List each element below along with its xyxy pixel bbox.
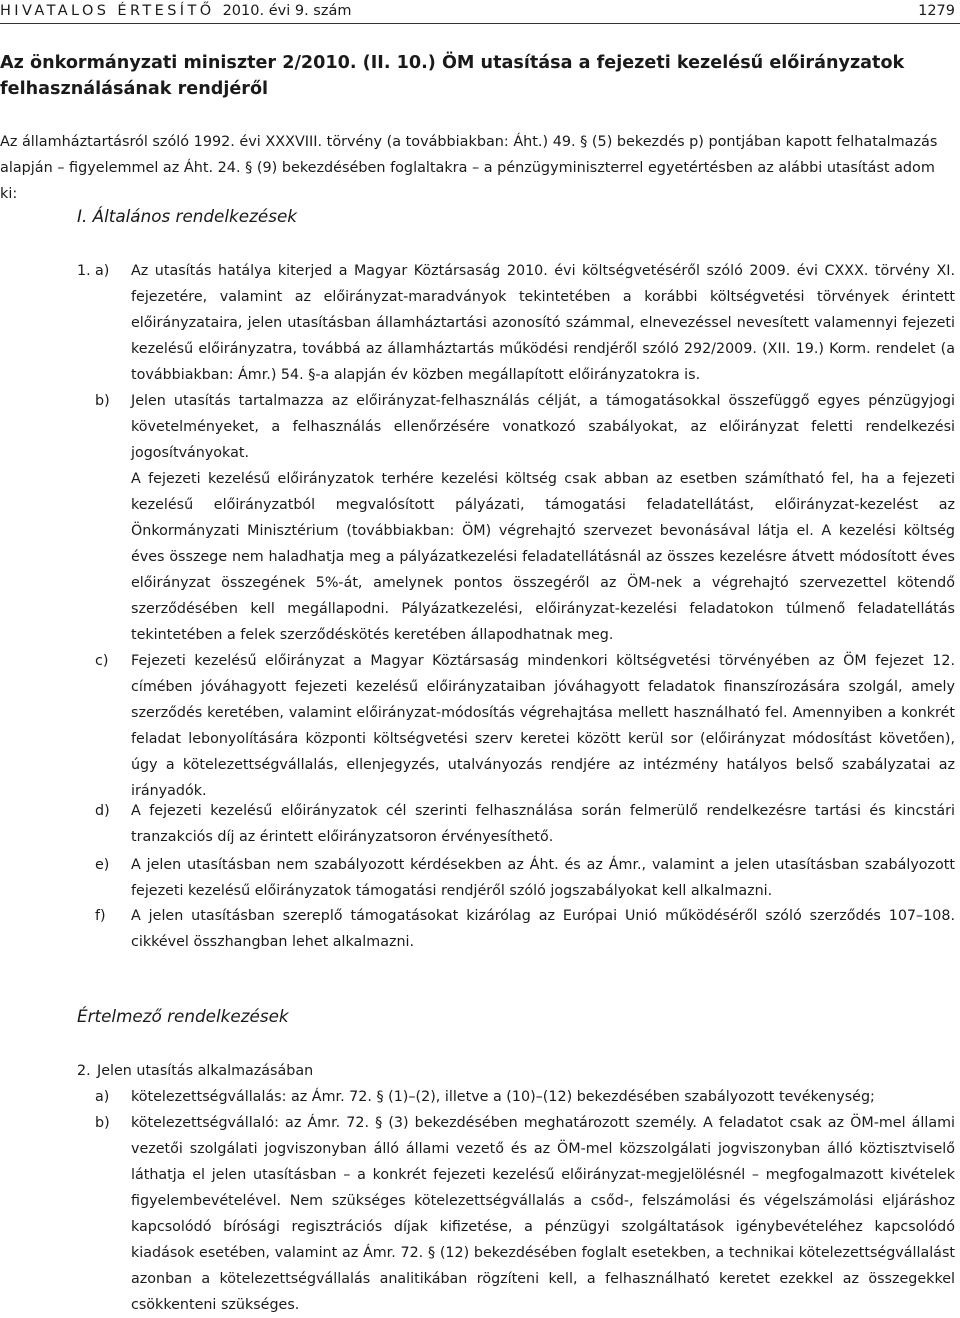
- item-label: a): [95, 263, 110, 279]
- item-text: Jelen utasítás tartalmazza az előirányzat-felhasználás célját, a támogatásokkal összefüggő egyes pénzügyjogi követelményeket, a felhasználás ellenőrzésére vonatkozó szabályokat, az előirányzat feletti rendelkezési jogosítványokat.: [131, 393, 955, 461]
- item-text: A jelen utasításban nem szabályozott kérdésekben az Áht. és az Ámr., valamint a jelen utasításban szabályozott fejezeti kezelésű előirányzatok támogatási rendjéről szóló jogszabályokat kell alkalmazni.: [131, 857, 955, 899]
- page-header: [0, 0, 960, 22]
- journal-name: HIVATALOS ÉRTESÍTŐ: [0, 3, 215, 19]
- section-heading-general: I. Általános rendelkezések: [77, 206, 298, 226]
- item-label: f): [95, 908, 106, 924]
- item-text: A fejezeti kezelésű előirányzatok terhére kezelési költség csak abban az esetben számítható fel, ha a fejezeti kezelésű előirányzatból megvalósított pályázati, támogatási feladatellátást, előirányzat-kezelést az Önkormányzati Minisztérium (továbbiakban: ÖM) végrehajtó szervezet bevonásával látja el. A kezelési költség éves összege nem haladhatja meg a pályázatkezelési feladatellátásnál az összes kezelésre átvett módosított éves előirányzat összegének 5%-át, amelynek pontos összegéről az ÖM-nek a végrehajtó szervezettel kötendő szerződésében kell megállapodni. Pályázatkezelési, előirányzat-kezelési feladatokon túlmenő feladatellátás tekintetében a felek szerződéskötés keretében állapodhatnak meg.: [131, 471, 955, 643]
- item-label: b): [95, 393, 110, 409]
- preamble: Az államháztartásról szóló 1992. évi XXXVIII. törvény (a továbbiakban: Áht.) 49. § (5) bekezdés p) pontjában kapott felhatalmazás alapján – figyelemmel az Áht. 24. § (9) bekezdésében foglaltakra – a pénzügyminiszterrel egyetértésben az alábbi utasítást adom ki:: [0, 134, 938, 202]
- item-text: kötelezettségvállalás: az Ámr. 72. § (1)–(2), illetve a (10)–(12) bekezdésében szabályozott tevékenység;: [131, 1089, 875, 1105]
- item-label: b): [95, 1115, 110, 1131]
- section-intro: Jelen utasítás alkalmazásában: [97, 1063, 314, 1079]
- journal-header: [0, 0, 351, 22]
- section-number: 2.: [77, 1063, 91, 1079]
- document-title: Az önkormányzati miniszter 2/2010. (II. 10.) ÖM utasítása a fejezeti kezelésű előirányzatok felhasználásának rendjéről: [0, 53, 905, 99]
- page-number: 1279: [918, 3, 955, 19]
- item-label: c): [95, 653, 109, 669]
- section-number: 1.: [77, 263, 91, 279]
- issue-label: 2010. évi 9. szám: [222, 3, 352, 19]
- item-label: a): [95, 1089, 110, 1105]
- section-heading-definitions: Értelmező rendelkezések: [77, 1006, 289, 1026]
- item-text: kötelezettségvállaló: az Ámr. 72. § (3) bekezdésében meghatározott személy. A feladatot csak az ÖM-mel állami vezetői szolgálati jogviszonyban álló állami vezető és az ÖM-mel közszolgálati jogviszonyban álló köztisztviselő láthatja el jelen utasításban – a konkrét fejezeti kezelésű előirányzat-megjelölésnél – megfogalmazott kivételek figyelembevételével. Nem szükséges kötelezettségvállalás a csőd-, felszámolási és végelszámolási eljáráshoz kapcsolódó bírósági regisztrációs díjak kifizetése, a pénzügyi szolgáltatások igénybevételéhez kapcsolódó kiadások esetében, valamint az Ámr. 72. § (12) bekezdésében foglalt esetekben, a technikai kötelezettségvállalást azonban a kötelezettségvállalás analitikában rögzíteni kell, a felhasználható keretet ezekkel az összegekkel csökkenteni szükséges.: [131, 1115, 955, 1313]
- item-label: d): [95, 803, 110, 819]
- item-text: Az utasítás hatálya kiterjed a Magyar Köztársaság 2010. évi költségvetéséről szóló 2009. évi CXXX. törvény XI. fejezetére, valamint az előirányzat-maradványok tekintetében a korábbi költségvetési törvények érintett előirányzataira, jelen utasításban államháztartási azonosító számmal, elnevezéssel nevesített valamennyi fejezeti kezelésű előirányzatra, továbbá az államháztartás működési rendjéről szóló 292/2009. (XII. 19.) Korm. rendelet (a továbbiakban: Ámr.) 54. §-a alapján év közben megállapított előirányzatokra is.: [131, 263, 955, 383]
- item-text: A jelen utasításban szereplő támogatásokat kizárólag az Európai Unió működéséről szóló szerződés 107–108. cikkével összhangban lehet alkalmazni.: [131, 908, 955, 950]
- item-text: Fejezeti kezelésű előirányzat a Magyar Köztársaság mindenkori költségvetési törvényében az ÖM fejezet 12. címében jóváhagyott fejezeti kezelésű előirányzataiban jóváhagyott feladatok finanszírozására szolgál, amely szerződés keretében, valamint előirányzat-módosítás végrehajtása mellett használható fel. Amennyiben a konkrét feladat lebonyolítására központi költségvetési szerv keretei között kerül sor (előirányzat módosítást követően), úgy a kötelezettségvállalás, ellenjegyzés, utalványozás rendjére az intézmény hatályos belső szabályzatai az irányadók.: [131, 653, 955, 799]
- item-label: e): [95, 857, 110, 873]
- header-divider: [0, 23, 960, 24]
- item-text: A fejezeti kezelésű előirányzatok cél szerinti felhasználása során felmerülő rendelkezésre tartási és kincstári tranzakciós díj az érintett előirányzatsoron érvényesíthető.: [131, 803, 955, 845]
